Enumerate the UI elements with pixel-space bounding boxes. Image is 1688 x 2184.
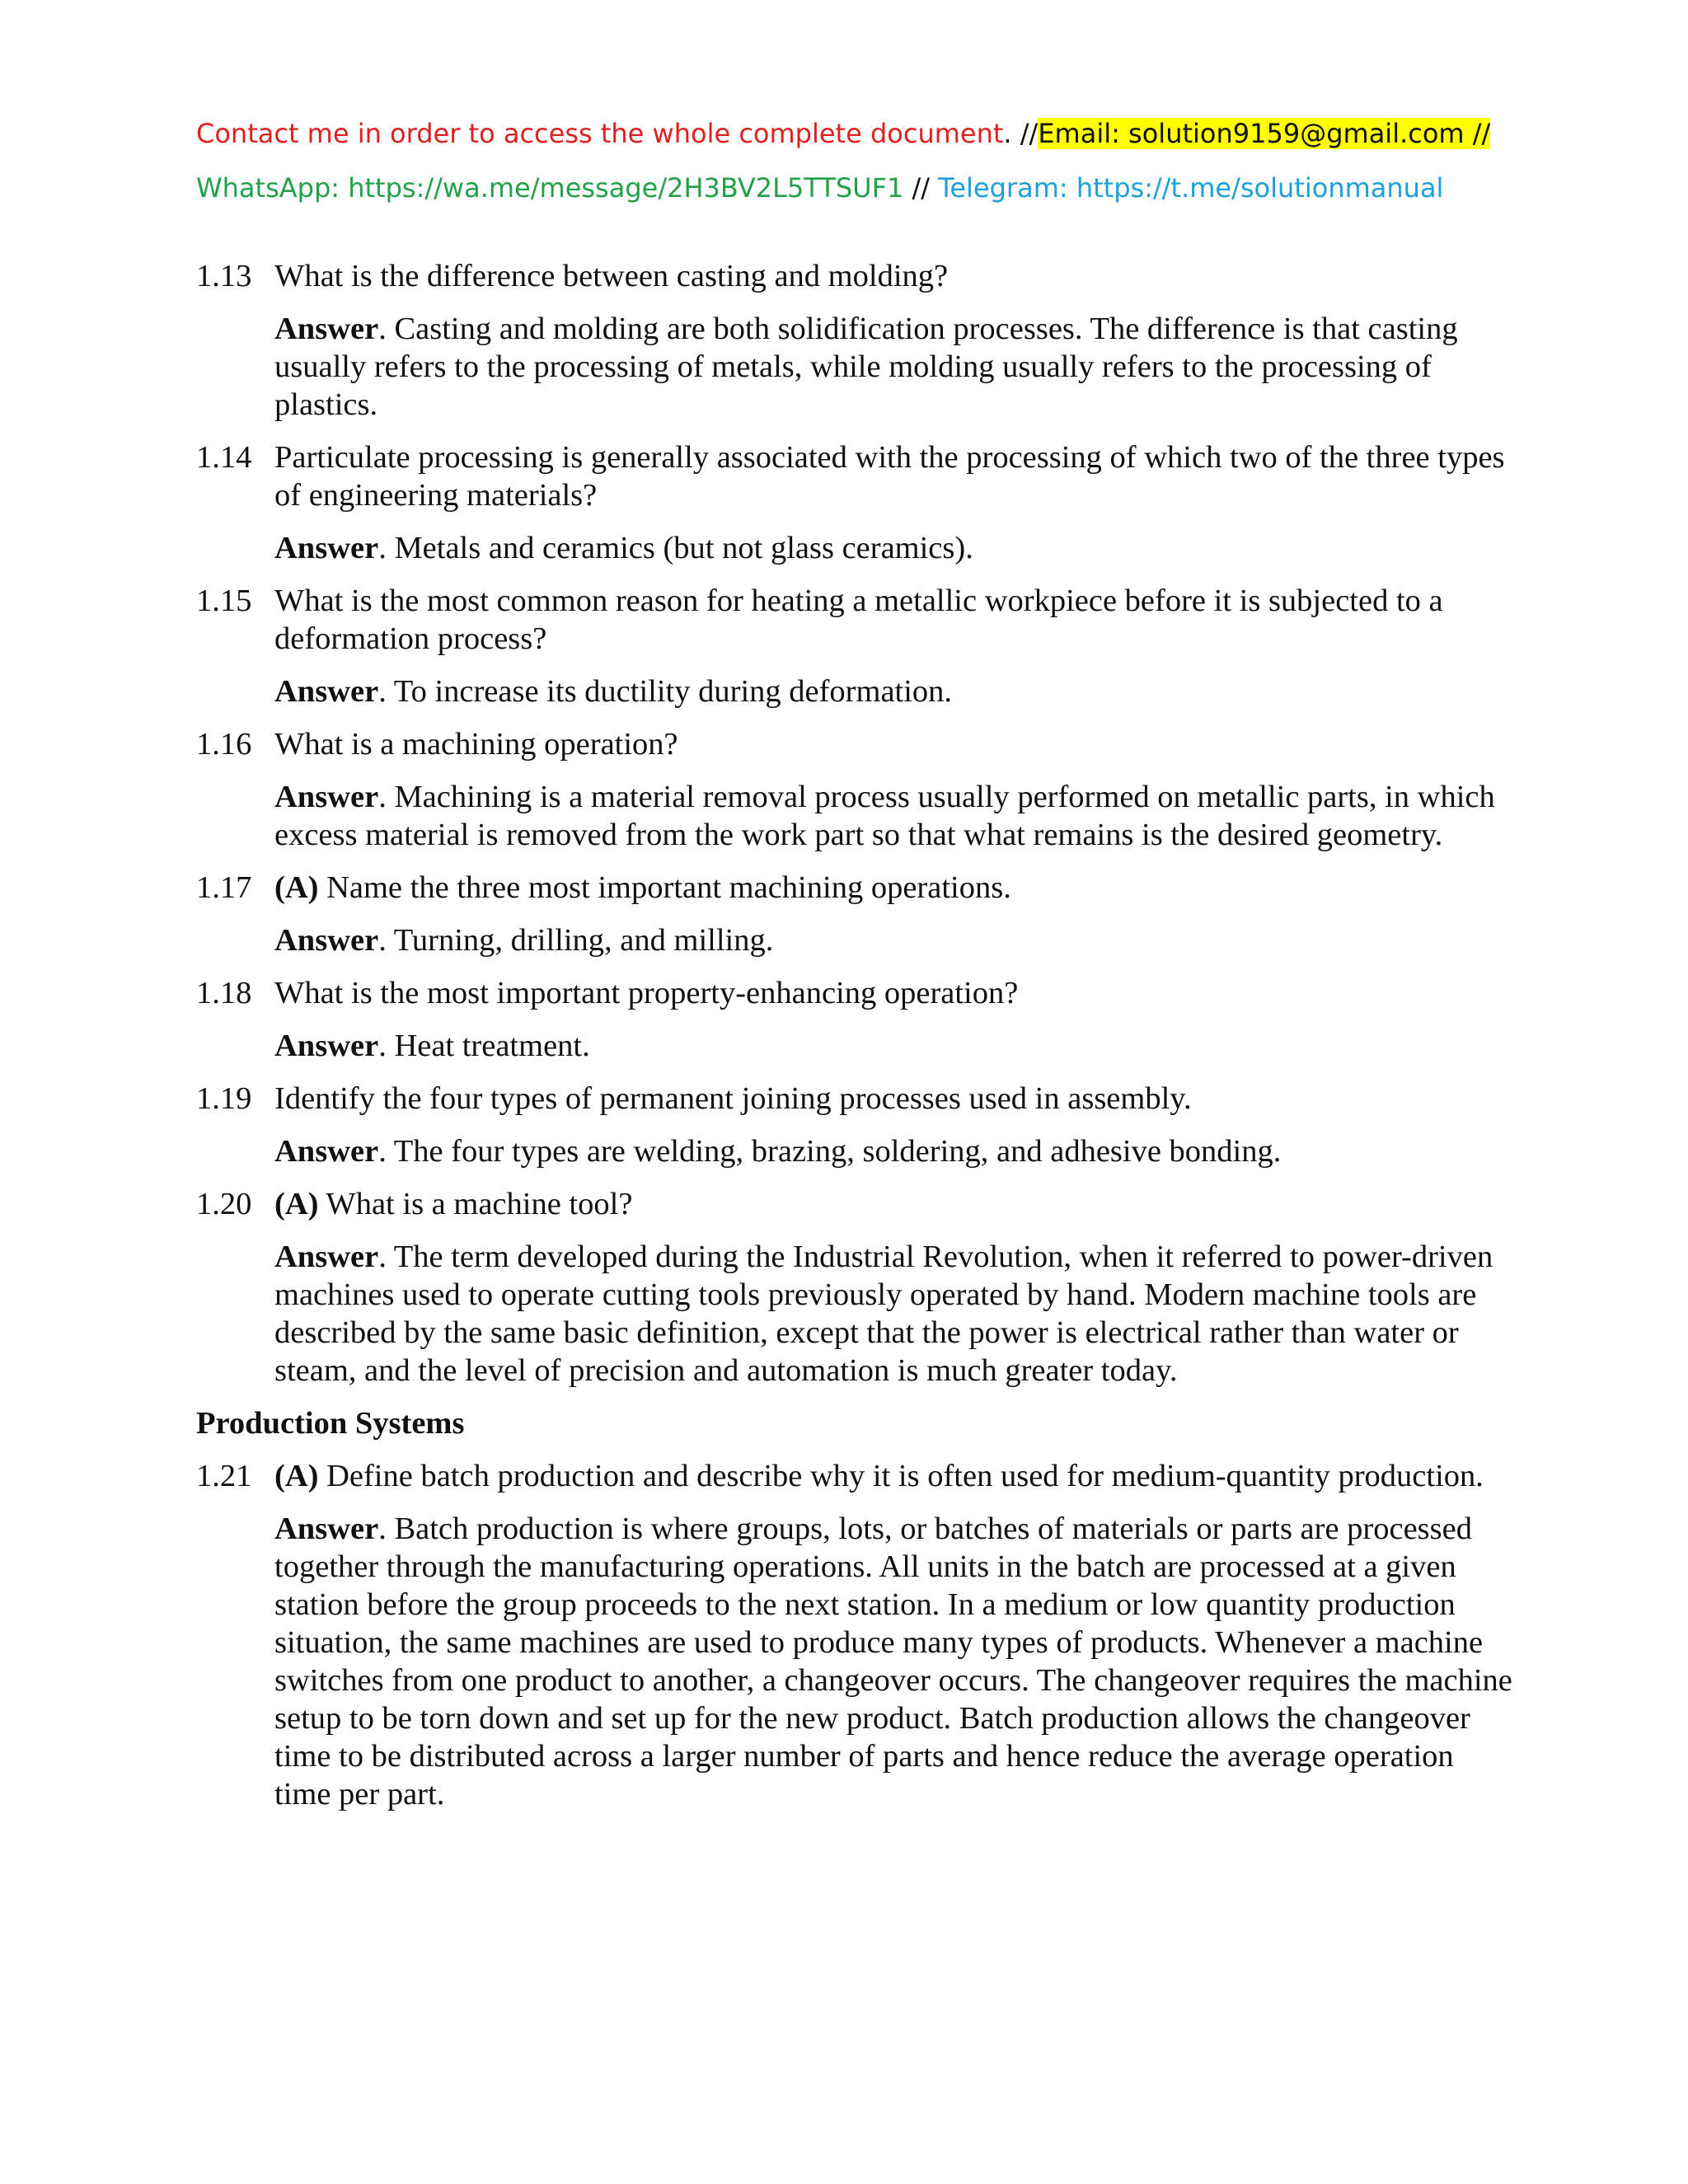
answer-1-17 — [196, 921, 1515, 959]
question-number: 1.13 — [196, 259, 252, 293]
contact-dot: . — [1003, 118, 1012, 149]
question-1-18 — [196, 974, 1515, 1012]
question-text: What is the difference between casting and molding? — [274, 259, 949, 293]
question-number: 1.15 — [196, 583, 252, 618]
answer-1-18 — [196, 1027, 1515, 1065]
question-number: 1.19 — [196, 1081, 252, 1116]
telegram-link[interactable]: Telegram: https://t.me/solutionmanual — [938, 172, 1444, 204]
question-1-15 — [196, 582, 1515, 658]
answer-label: Answer — [274, 1240, 379, 1274]
messaging-line — [196, 170, 1515, 206]
question-text: What is a machine tool? — [318, 1187, 633, 1221]
question-1-17 — [196, 869, 1515, 907]
question-tag: (A) — [274, 870, 319, 905]
answer-1-13 — [196, 310, 1515, 424]
answer-label: Answer — [274, 1134, 379, 1169]
contact-separator: // — [1011, 118, 1039, 149]
question-text: Name the three most important machining operations. — [318, 870, 1011, 905]
answer-1-21 — [196, 1510, 1515, 1813]
answer-text: . Batch production is where groups, lots, or batches of materials or parts are processed together through the manufacturing operations. All units in the batch are processed at a given station before the group proceeds to the next station. In a medium or low quantity production situation, the same machines are used to produce many types of products. Whenever a machine switches from one product to another, a changeover occurs. The changeover requires the machine setup to be torn down and set up for the new product. Batch production allows the changeover time to be distributed across a larger number of parts and hence reduce the average operation time per part. — [274, 1511, 1512, 1811]
question-text: What is the most important property-enhancing operation? — [274, 976, 1019, 1010]
answer-text: . Heat treatment. — [378, 1029, 590, 1063]
answer-label: Answer — [274, 923, 379, 958]
question-text: Define batch production and describe why it is often used for medium-quantity production. — [318, 1459, 1484, 1493]
answer-label: Answer — [274, 531, 379, 565]
question-number: 1.17 — [196, 870, 252, 905]
question-text: What is the most common reason for heating a metallic workpiece before it is subjected to a deformation process? — [274, 583, 1443, 656]
messaging-separator: // — [903, 172, 939, 204]
answer-text: . The term developed during the Industrial Revolution, when it referred to power-driven machines used to operate cutting tools previously operated by hand. Modern machine tools are described by the same basic definition, except that the power is electrical rather than water or steam, and the level of precision and automation is much greater today. — [274, 1240, 1493, 1388]
question-text: Particulate processing is generally associated with the processing of which two of the three types of engineering materials? — [274, 440, 1505, 513]
answer-1-19 — [196, 1132, 1515, 1170]
answer-label: Answer — [274, 780, 379, 814]
contact-text: Contact me in order to access the whole complete document — [196, 118, 1004, 149]
answer-label: Answer — [274, 312, 379, 346]
answer-text: . To increase its ductility during deformation. — [378, 674, 953, 709]
answer-text: . Casting and molding are both solidification processes. The difference is that casting usually refers to the processing of metals, while molding usually refers to the processing of plastics. — [274, 312, 1458, 422]
question-1-16 — [196, 725, 1515, 763]
answer-text: . The four types are welding, brazing, soldering, and adhesive bonding. — [378, 1134, 1282, 1169]
question-number: 1.18 — [196, 976, 252, 1010]
answer-label: Answer — [274, 1029, 379, 1063]
answer-text: . Turning, drilling, and milling. — [378, 923, 774, 958]
question-text: What is a machining operation? — [274, 727, 678, 762]
answer-1-14 — [196, 529, 1515, 567]
question-text: Identify the four types of permanent joining processes used in assembly. — [274, 1081, 1192, 1116]
question-1-19 — [196, 1080, 1515, 1118]
question-1-20 — [196, 1185, 1515, 1223]
answer-text: . Metals and ceramics (but not glass ceramics). — [378, 531, 973, 565]
question-tag: (A) — [274, 1459, 319, 1493]
answer-1-15 — [196, 673, 1515, 710]
question-number: 1.21 — [196, 1459, 252, 1493]
question-number: 1.20 — [196, 1187, 252, 1221]
answer-1-16 — [196, 778, 1515, 854]
answer-label: Answer — [274, 1511, 379, 1546]
question-number: 1.16 — [196, 727, 252, 762]
answer-1-20 — [196, 1238, 1515, 1390]
question-1-13 — [196, 257, 1515, 295]
question-number: 1.14 — [196, 440, 252, 475]
document-body — [196, 257, 1515, 1828]
question-tag: (A) — [274, 1187, 319, 1221]
answer-text: . Machining is a material removal process usually performed on metallic parts, in which excess material is removed from the work part so that what remains is the desired geometry. — [274, 780, 1495, 852]
whatsapp-link[interactable]: WhatsApp: https://wa.me/message/2H3BV2L5TTSUF1 — [196, 172, 904, 204]
contact-header — [196, 115, 1515, 206]
answer-label: Answer — [274, 674, 379, 709]
section-heading: Production Systems — [196, 1406, 465, 1441]
question-1-21 — [196, 1457, 1515, 1495]
contact-line — [196, 115, 1515, 152]
email-link[interactable]: Email: solution9159@gmail.com // — [1038, 118, 1491, 149]
question-1-14 — [196, 438, 1515, 514]
